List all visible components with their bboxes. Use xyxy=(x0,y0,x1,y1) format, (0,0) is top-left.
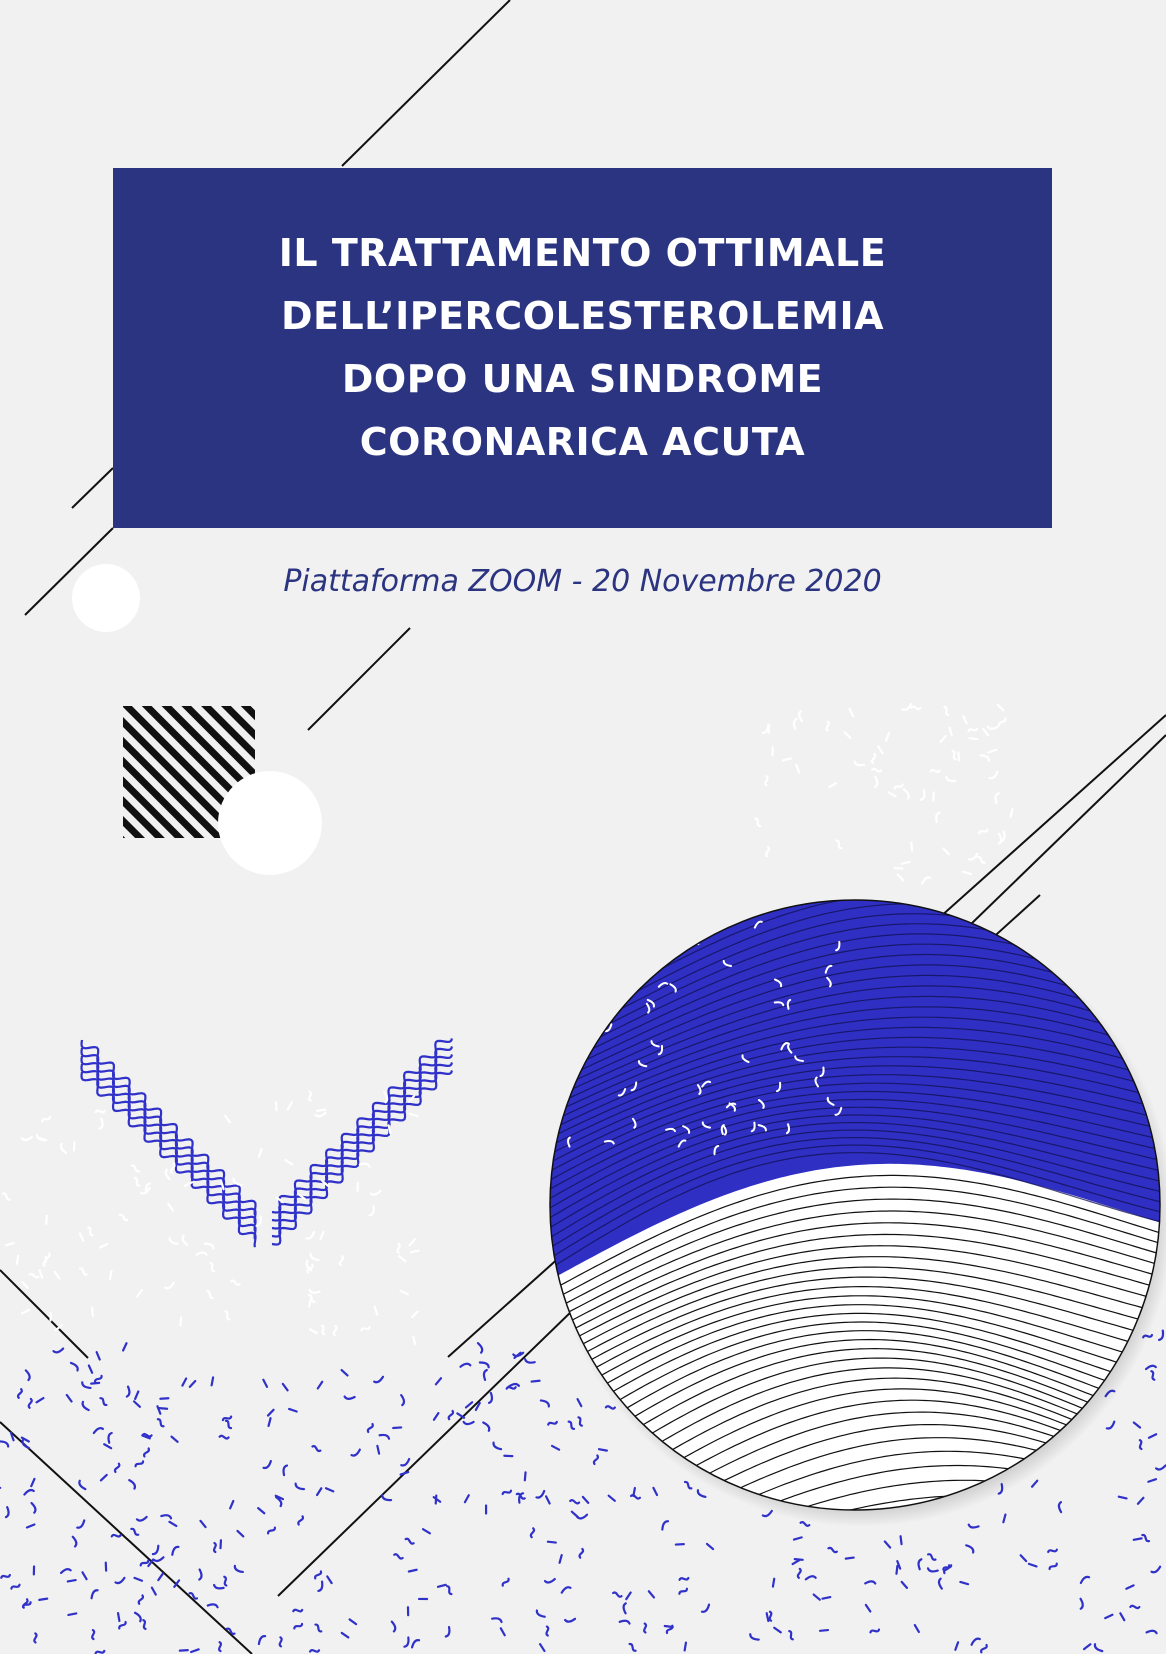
event-subtitle: Piattaforma ZOOM - 20 Novembre 2020 xyxy=(283,564,882,599)
large-white-circle xyxy=(218,771,322,875)
title-line-4: CORONARICA ACUTA xyxy=(359,420,806,464)
title-line-1: IL TRATTAMENTO OTTIMALE xyxy=(278,231,887,275)
wave-circle xyxy=(540,798,1166,1622)
title-banner xyxy=(113,168,1052,528)
title-line-2: DELL’IPERCOLESTEROLEMIA xyxy=(280,294,885,338)
title-text xyxy=(279,222,886,474)
wavy-v-shape xyxy=(82,1038,452,1247)
title-line-3: DOPO UNA SINDROME xyxy=(341,357,824,401)
